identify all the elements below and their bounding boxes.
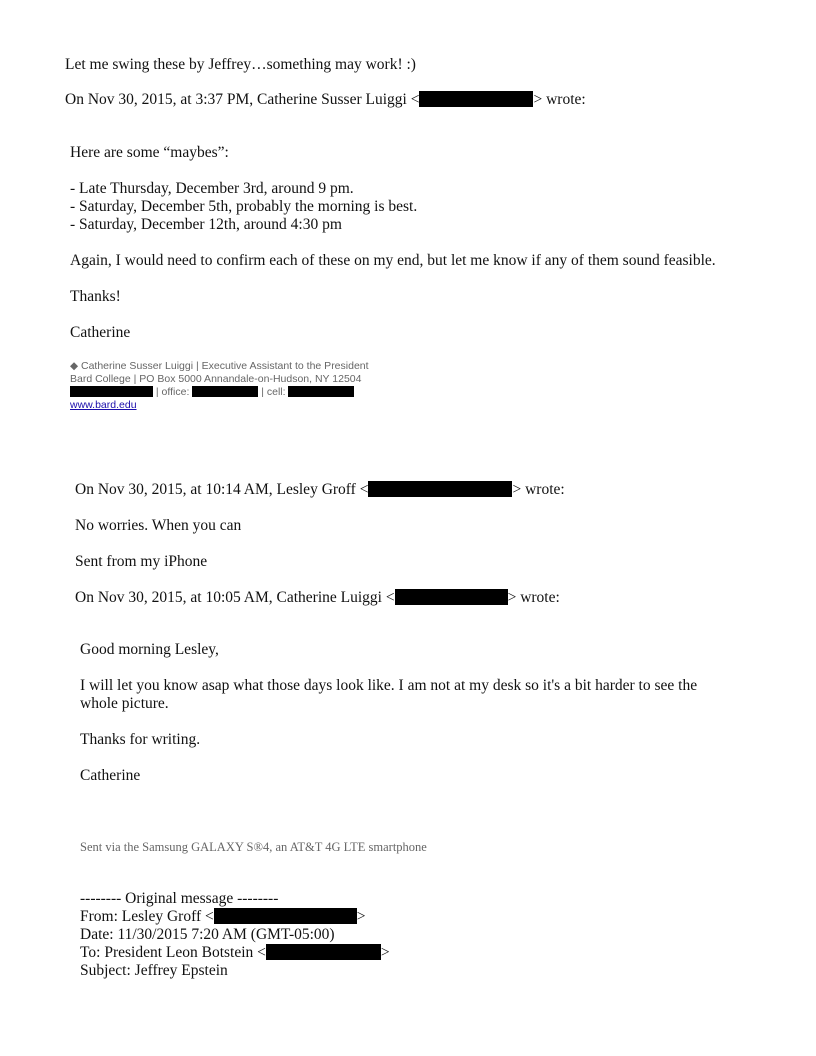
signature-link-line: [70, 399, 137, 411]
to-close: >: [380, 944, 390, 961]
redacted-email: [368, 481, 512, 497]
redacted-email: [214, 908, 357, 924]
quote3-attribution-text: On Nov 30, 2015, at 10:05 AM, Catherine Luiggi <: [75, 589, 395, 606]
quote1-intro: Here are some “maybes”:: [70, 144, 229, 161]
original-to: [80, 944, 390, 962]
original-subject: Subject: Jeffrey Epstein: [80, 962, 228, 979]
signature-line-2: Bard College | PO Box 5000 Annandale-on-Hudson, NY 12504: [70, 373, 362, 385]
top-reply: Let me swing these by Jeffrey…something may work! :): [65, 56, 416, 73]
quote2-attribution: [75, 481, 565, 499]
quote3-thanks: Thanks for writing.: [80, 731, 201, 748]
signature-line-1: ◆ Catherine Susser Luiggi | Executive Assistant to the President: [70, 360, 369, 372]
quote1-attribution: [65, 91, 586, 109]
original-date: Date: 11/30/2015 7:20 AM (GMT-05:00): [80, 926, 335, 943]
quote2-sent-from: Sent from my iPhone: [75, 553, 208, 570]
to-label: To: President Leon Botstein <: [80, 944, 266, 961]
redacted-phone: [192, 386, 258, 397]
from-label: From: Lesley Groff <: [80, 908, 214, 925]
quote1-thanks: Thanks!: [70, 288, 121, 305]
quote2-attribution-text: On Nov 30, 2015, at 10:14 AM, Lesley Groff <: [75, 481, 369, 498]
schedule-option: - Saturday, December 5th, probably the morning is best.: [70, 198, 418, 215]
quote1-attribution-suffix: > wrote:: [533, 91, 586, 108]
original-from: [80, 908, 365, 926]
quote3-attribution-suffix: > wrote:: [507, 589, 560, 606]
office-label: | office:: [153, 386, 193, 398]
quote1-signoff: Catherine: [70, 324, 131, 341]
quote2-attribution-suffix: > wrote:: [512, 481, 565, 498]
quote3-greeting: Good morning Lesley,: [80, 641, 219, 658]
redacted-email: [395, 589, 508, 605]
redacted-email: [70, 386, 153, 397]
quote1-body: Again, I would need to confirm each of these on my end, but let me know if any of them sound feasible.: [70, 252, 716, 269]
sent-via-note: Sent via the Samsung GALAXY S®4, an AT&T 4G LTE smartphone: [80, 840, 427, 854]
quote3-signoff: Catherine: [80, 767, 141, 784]
redacted-email: [419, 91, 533, 107]
signature-contact-line: [70, 386, 354, 398]
redacted-email: [266, 944, 381, 960]
quote2-body: No worries. When you can: [75, 517, 242, 534]
quote3-body-line-2: whole picture.: [80, 695, 169, 712]
redacted-phone: [288, 386, 354, 397]
cell-label: | cell:: [258, 386, 289, 398]
quote3-attribution: [75, 589, 560, 607]
schedule-option: - Saturday, December 12th, around 4:30 pm: [70, 216, 342, 233]
from-close: >: [356, 908, 366, 925]
quote3-body-line-1: I will let you know asap what those days look like. I am not at my desk so it's a bit harder to see the: [80, 677, 698, 694]
schedule-option: - Late Thursday, December 3rd, around 9 pm.: [70, 180, 354, 197]
quote1-attribution-text: On Nov 30, 2015, at 3:37 PM, Catherine Susser Luiggi <: [65, 91, 420, 108]
original-message-divider: -------- Original message --------: [80, 890, 279, 907]
bard-website-link[interactable]: www.bard.edu: [70, 399, 137, 411]
